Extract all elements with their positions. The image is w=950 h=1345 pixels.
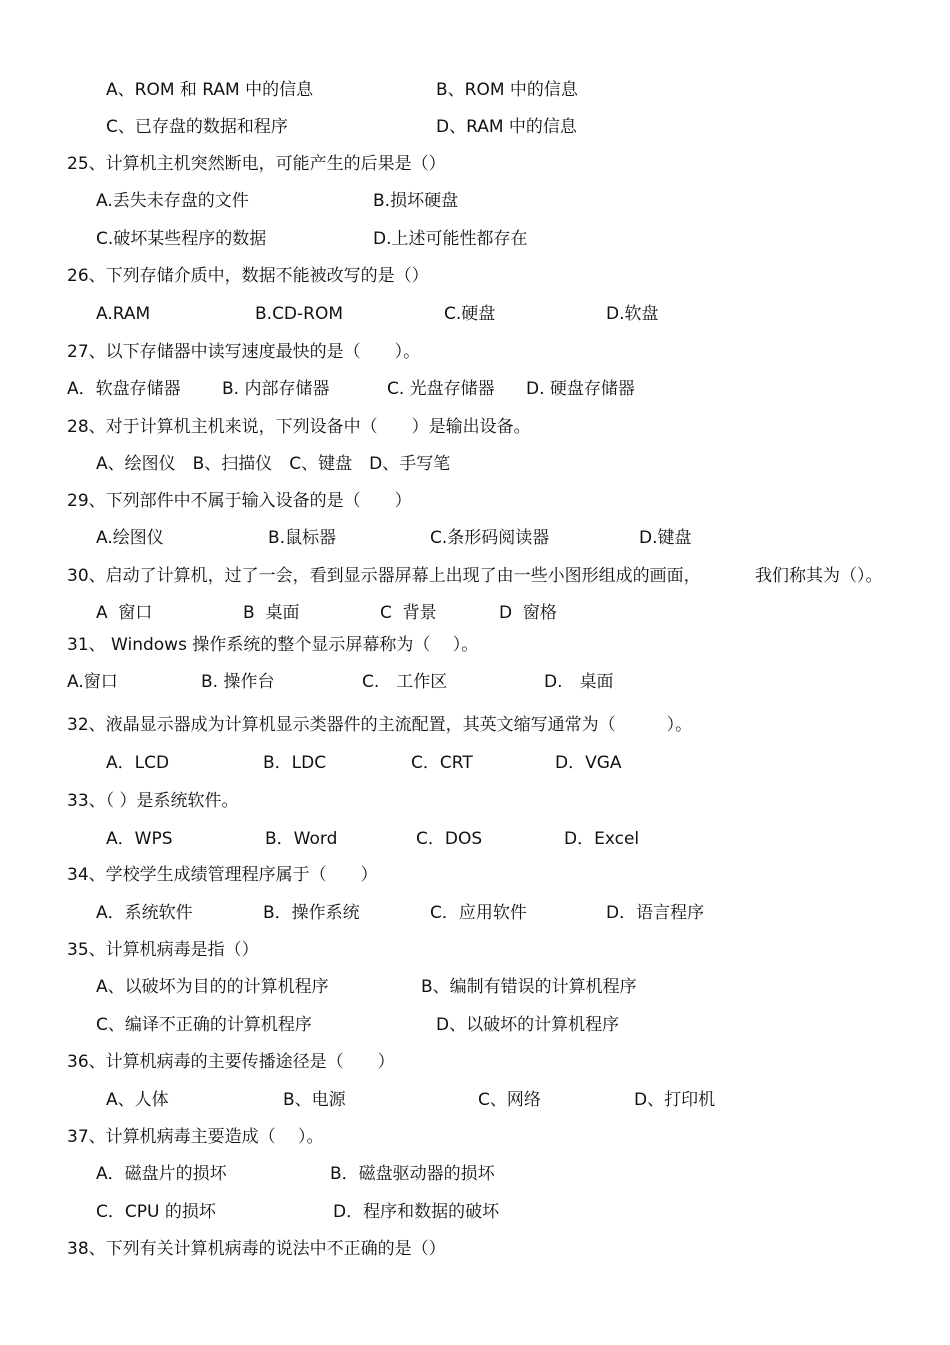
- question-text: 我们称其为（）。: [755, 566, 883, 586]
- option-text: C．应用软件: [430, 903, 527, 923]
- option-text: B．磁盘驱动器的损坏: [330, 1164, 495, 1184]
- question-text: 29、下列部件中不属于输入设备的是（ ）: [67, 491, 412, 511]
- option-text: B．操作系统: [263, 903, 360, 923]
- option-text: D、RAM 中的信息: [436, 117, 577, 137]
- option-text: D.键盘: [639, 528, 692, 548]
- option-text: B．LDC: [263, 753, 327, 773]
- option-text: A．WPS: [106, 829, 173, 849]
- option-text: C 背景: [380, 603, 437, 623]
- option-text: B.鼠标器: [268, 528, 337, 548]
- option-text: D、以破坏的计算机程序: [436, 1015, 620, 1035]
- option-text: A.绘图仪: [96, 528, 164, 548]
- option-text: A．LCD: [106, 753, 170, 773]
- question-text: 28、对于计算机主机来说，下列设备中（ ）是输出设备。: [67, 417, 531, 437]
- option-text: C、已存盘的数据和程序: [106, 117, 288, 137]
- option-text: C、网络: [478, 1090, 541, 1110]
- question-text: 26、下列存储介质中，数据不能被改写的是（）: [67, 266, 429, 286]
- option-text: A．系统软件: [96, 903, 193, 923]
- question-text: 32、液晶显示器成为计算机显示类器件的主流配置，其英文缩写通常为（ ）。: [67, 715, 693, 735]
- option-text: C. 工作区: [362, 672, 448, 692]
- option-text: B、ROM 中的信息: [436, 80, 578, 100]
- option-text: A、以破坏为目的的计算机程序: [96, 977, 329, 997]
- option-text: D.上述可能性都存在: [373, 229, 528, 249]
- option-text: B. 操作台: [201, 672, 275, 692]
- option-text: D．语言程序: [606, 903, 705, 923]
- option-text: D. 桌面: [544, 672, 614, 692]
- option-text: A.丢失未存盘的文件: [96, 191, 249, 211]
- option-text: B、电源: [283, 1090, 346, 1110]
- option-text: D、打印机: [634, 1090, 716, 1110]
- option-text: B.CD-ROM: [255, 304, 344, 324]
- option-text: D 窗格: [499, 603, 557, 623]
- option-text: D.软盘: [606, 304, 659, 324]
- option-text: C．CRT: [411, 753, 473, 773]
- option-text: A、人体: [106, 1090, 169, 1110]
- question-text: 30、启动了计算机，过了一会，看到显示器屏幕上出现了由一些小图形组成的画面，: [67, 566, 701, 586]
- option-text: A．磁盘片的损坏: [96, 1164, 227, 1184]
- question-text: 27、以下存储器中读写速度最快的是（ ）。: [67, 342, 421, 362]
- option-text: A、绘图仪 B、扫描仪 C、键盘 D、手写笔: [96, 454, 451, 474]
- option-text: D．Excel: [564, 829, 640, 849]
- option-text: D. 硬盘存储器: [526, 379, 635, 399]
- option-text: B. 内部存储器: [222, 379, 330, 399]
- option-text: D．VGA: [555, 753, 622, 773]
- question-text: 38、下列有关计算机病毒的说法中不正确的是（）: [67, 1239, 446, 1259]
- question-text: 31、 Windows 操作系统的整个显示屏幕称为（ ）。: [67, 635, 479, 655]
- option-text: C.条形码阅读器: [430, 528, 550, 548]
- option-text: B.损坏硬盘: [373, 191, 459, 211]
- question-text: 36、计算机病毒的主要传播途径是（ ）: [67, 1052, 395, 1072]
- option-text: A.窗口: [67, 672, 118, 692]
- option-text: A.RAM: [96, 304, 151, 324]
- option-text: C.硬盘: [444, 304, 496, 324]
- option-text: B、编制有错误的计算机程序: [421, 977, 637, 997]
- question-text: 33、（ ）是系统软件。: [67, 791, 239, 811]
- option-text: C．CPU 的损坏: [96, 1202, 216, 1222]
- option-text: A 窗口: [96, 603, 153, 623]
- question-text: 35、计算机病毒是指（）: [67, 940, 259, 960]
- question-text: 37、计算机病毒主要造成（ ）。: [67, 1127, 324, 1147]
- option-text: C. 光盘存储器: [387, 379, 495, 399]
- option-text: C、编译不正确的计算机程序: [96, 1015, 312, 1035]
- option-text: A、ROM 和 RAM 中的信息: [106, 80, 314, 100]
- question-text: 25、计算机主机突然断电，可能产生的后果是（）: [67, 154, 446, 174]
- option-text: B 桌面: [243, 603, 300, 623]
- option-text: C.破坏某些程序的数据: [96, 229, 267, 249]
- question-text: 34、学校学生成绩管理程序属于（ ）: [67, 865, 378, 885]
- option-text: A．软盘存储器: [67, 379, 181, 399]
- option-text: C．DOS: [416, 829, 483, 849]
- option-text: D．程序和数据的破坏: [333, 1202, 500, 1222]
- option-text: B．Word: [265, 829, 338, 849]
